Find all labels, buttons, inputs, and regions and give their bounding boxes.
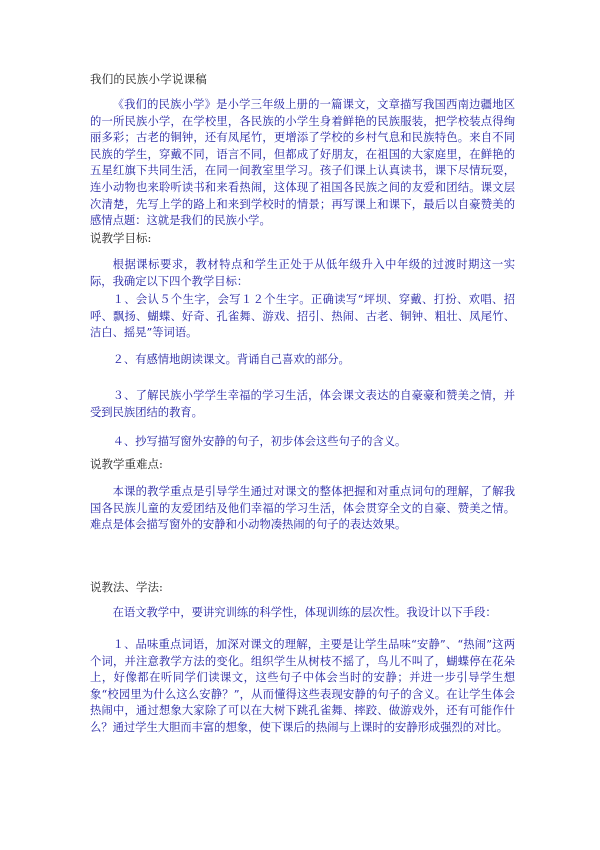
keypoints-heading: 说教学重难点:: [90, 457, 163, 471]
goals-lead-paragraph: 根据课标要求，教材特点和学生正处于从低年级升入中年级的过渡时期这一实际，我确定以下四个教学目标：: [90, 258, 515, 288]
keypoints-paragraph: 本课的教学重点是引导学生通过对课文的整体把握和对重点词句的理解，了解我国各民族儿童的友爱团结及他们幸福的学习生活，体会贯穿全文的自豪、赞美之情。难点是体会描写窗外的安静和小动物凑热闹的句子的表达效果。: [90, 485, 515, 532]
goal-item-4: ４、抄写描写窗外安静的句子，初步体会这些句子的含义。: [112, 435, 407, 448]
goal-item-3: ３、了解民族小学学生幸福的学习生活，体会课文表达的自豪豪和赞美之情，并受到民族团结的教育。: [90, 389, 515, 419]
goal-item-1: １、会认５个生字，会写１２个生字。正确读写“坪坝、穿戴、打扮、欢唱、招呼、飘扬、蝴蝶、好奇、孔雀舞、游戏、招引、热闹、古老、铜钟、粗壮、凤尾竹、洁白、摇晃”等词语。: [90, 293, 515, 340]
methods-heading: 说教法、学法:: [90, 580, 163, 594]
methods-lead-paragraph: 在语文教学中，要讲究训练的科学性，体现训练的层次性。我设计以下手段：: [112, 606, 497, 619]
goals-heading: 说教学目标:: [90, 231, 152, 245]
method-item-1: １、品味重点词语，加深对课文的理解，主要是让学生品味“安静”、“热闹”这两个词，并注意教学方法的变化。组织学生从树枝不摇了，鸟儿不叫了，蝴蝶停在花朵上，好像都在听同学们读课文，这些句子中体会当时的安静；并进一步引导学生想象“校园里为什么这么安静？”，从而懂得这些表现安静的句子的含义。在让学生体会热闹中，通过想象大家除了可以在大树下跳孔雀舞、摔跤、做游戏外，还有可能作什么？通过学生大胆而丰富的想象，使下课后的热闹与上课时的安静形成强烈的对比。: [90, 638, 515, 734]
intro-paragraph: 《我们的民族小学》是小学三年级上册的一篇课文，文章描写我国西南边疆地区的一所民族小学，在学校里，各民族的小学生身着鲜艳的民族服装，把学校装点得绚丽多彩；古老的铜钟，还有凤尾竹，更增添了学校的乡村气息和民族特色。来自不同民族的学生，穿戴不同，语言不同，但都成了好朋友，在祖国的大家庭里，在鲜艳的五星红旗下共同生活，在同一间教室里学习。孩子们课上认真读书，课下尽情玩耍，连小动物也来聆听读书和来看热闹，这体现了祖国各民族之间的友爱和团结。课文层次清楚，先写上学的路上和来到学校时的情景；再写课上和课下，最后以自豪赞美的感情点题：这就是我们的民族小学。: [90, 98, 515, 228]
document-title: 我们的民族小学说课稿: [90, 72, 207, 86]
goal-item-2: ２、有感情地朗读课文。背诵自己喜欢的部分。: [112, 353, 350, 366]
